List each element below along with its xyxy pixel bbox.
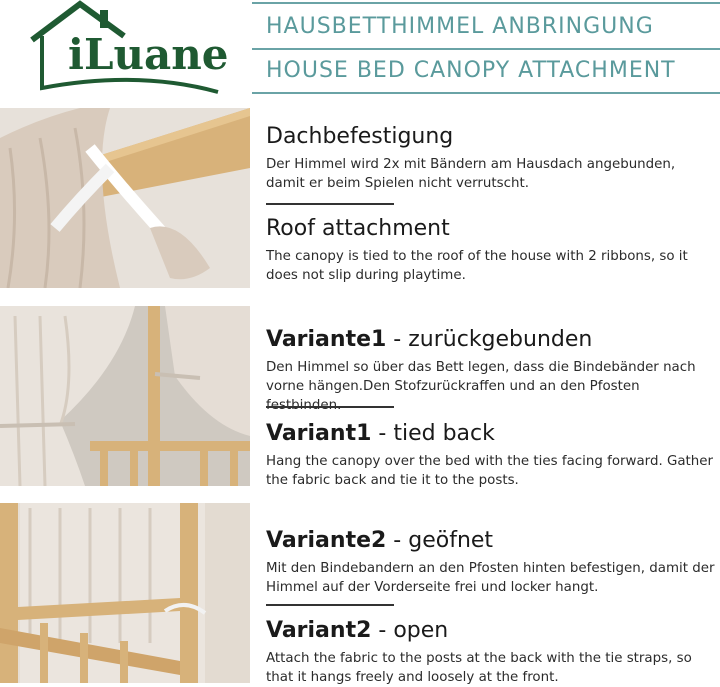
section-roof-en bbox=[266, 215, 716, 285]
header-top-rule bbox=[252, 2, 720, 4]
header-bottom-rule bbox=[252, 92, 720, 94]
section-title: Variant1 - tied back bbox=[266, 421, 495, 446]
brand-logo bbox=[28, 0, 228, 96]
header-title-en: HOUSE BED CANOPY ATTACHMENT bbox=[266, 58, 676, 83]
section-text: Mit den Bindebandern an den Pfosten hinten befestigen, damit der Himmel auf der Vorderseite frei und locker hangt. bbox=[266, 561, 715, 595]
section-text: Hang the canopy over the bed with the ties facing forward. Gather the fabric back and tie it to the posts. bbox=[266, 454, 714, 488]
canopy-open-photo bbox=[0, 503, 250, 683]
canopy-roof-tie-photo bbox=[0, 108, 250, 288]
section-divider bbox=[266, 406, 394, 408]
section-text: Der Himmel wird 2x mit Bändern am Hausdach angebunden, damit er beim Spielen nicht verrutscht. bbox=[266, 157, 676, 191]
section-title: Variante1 - zurückgebunden bbox=[266, 327, 593, 352]
section-divider bbox=[266, 604, 394, 606]
section-variant2-en bbox=[266, 617, 716, 687]
section-variant2-de bbox=[266, 527, 716, 597]
section-title: Roof attachment bbox=[266, 216, 450, 241]
brand-name: iLuane bbox=[68, 30, 229, 79]
section-title: Variante2 - geöfnet bbox=[266, 528, 494, 553]
header-title-de: HAUSBETTHIMMEL ANBRINGUNG bbox=[266, 14, 654, 39]
section-variant1-en bbox=[266, 420, 716, 490]
section-text: Attach the fabric to the posts at the back with the tie straps, so that it hangs freely and loosely at the front. bbox=[266, 651, 692, 685]
section-roof-de bbox=[266, 123, 716, 193]
section-text: The canopy is tied to the roof of the house with 2 ribbons, so it does not slip during playtime. bbox=[266, 249, 688, 283]
header-middle-rule bbox=[252, 48, 720, 50]
section-title: Variant2 - open bbox=[266, 618, 449, 643]
section-divider bbox=[266, 203, 394, 205]
section-variant1-de bbox=[266, 326, 716, 415]
section-title: Dachbefestigung bbox=[266, 124, 454, 149]
canopy-tied-back-photo bbox=[0, 306, 250, 486]
section-text: Den Himmel so über das Bett legen, dass die Bindebänder nach vorne hängen.Den Stofzurückraffen und an den Pfosten bbox=[266, 360, 696, 394]
